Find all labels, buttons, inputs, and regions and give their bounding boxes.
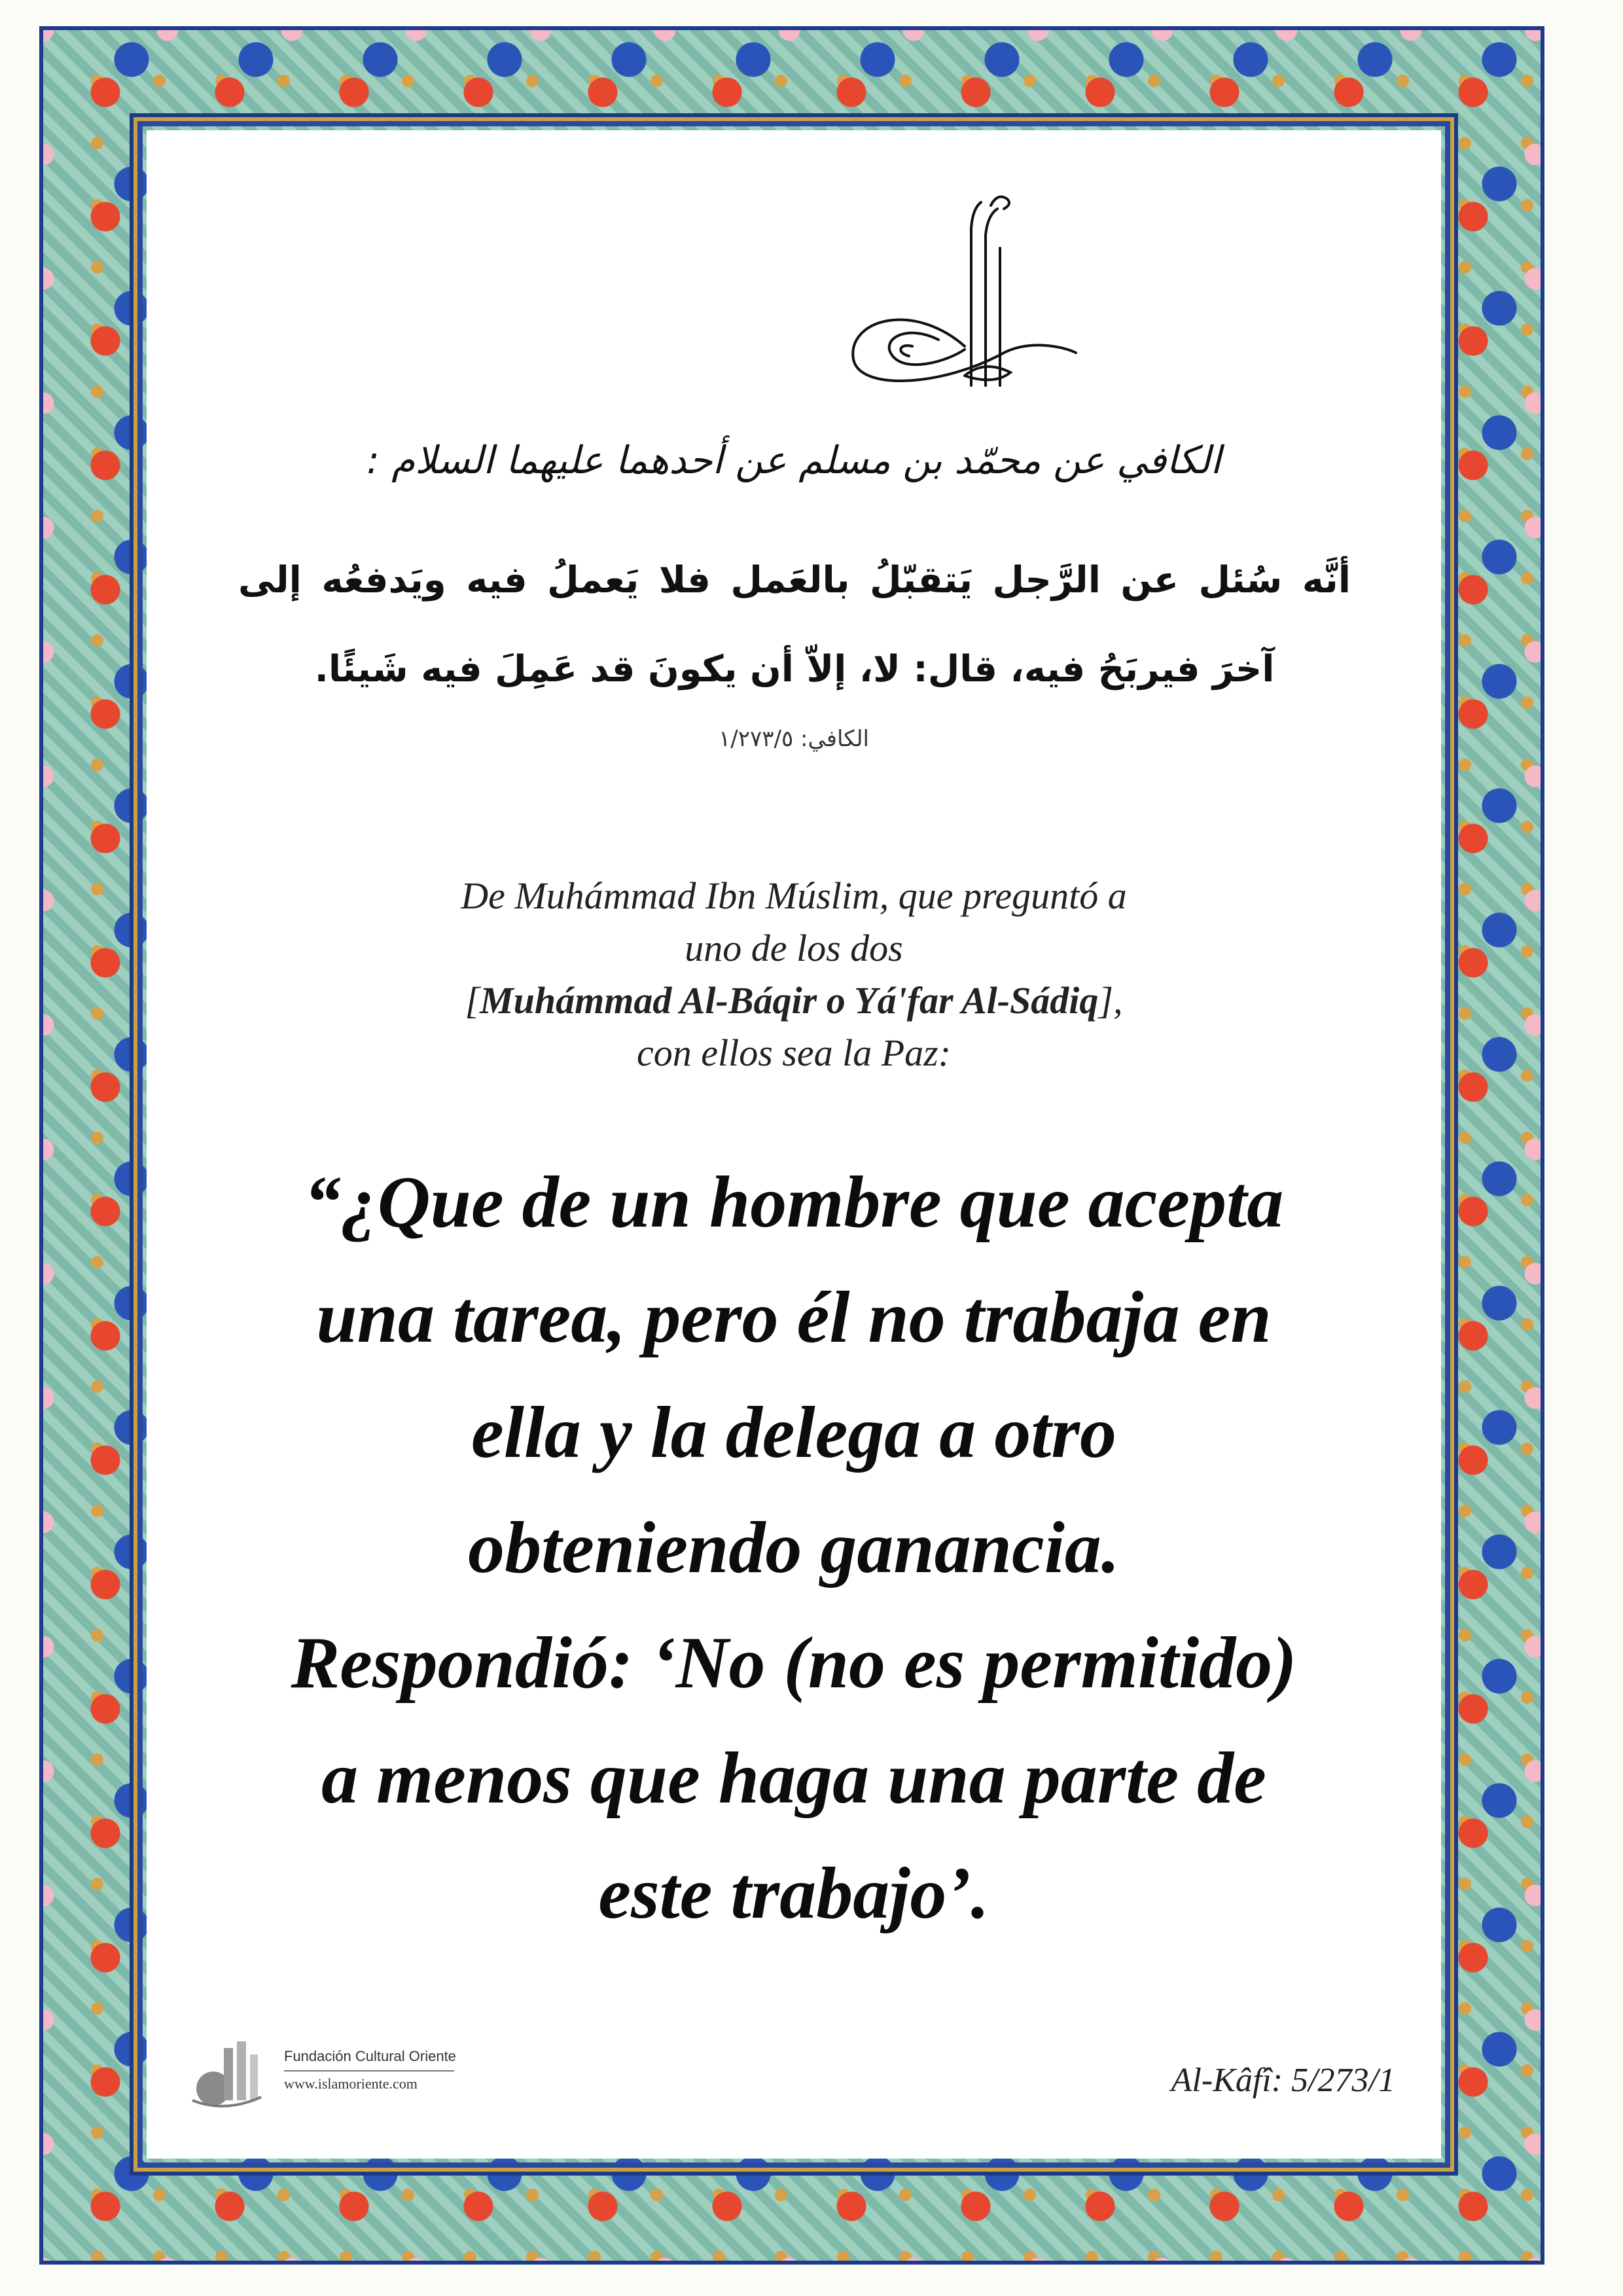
content-panel [147, 130, 1441, 2159]
intro-line [147, 975, 1441, 1027]
arabic-hadith-text: أنَّه سُئل عن الرَّجل يَتقبّلُ بالعَمل فلا يَعملُ فيه ويَدفعُه إلى آخرَ فيربَحُ فيه، قال: لا، إلاّ أن يكونَ قد عَمِلَ فيه شَيئًا. [238, 559, 1351, 691]
bracket-close: ], [1098, 979, 1123, 1022]
foundation-logo [186, 2035, 461, 2113]
source-reference: Al-Kâfî: 5/273/1 [1171, 2062, 1395, 2099]
foundation-name: Fundación Cultural Oriente [284, 2048, 456, 2064]
bracket-open: [ [465, 979, 480, 1022]
quote-line: ella y la delega a otro [471, 1392, 1116, 1473]
bismillah-tughra-icon [834, 189, 1082, 399]
arabic-reference: الكافي: ١/٢٧٣/٥ [718, 726, 869, 752]
intro-line: De Muhámmad Ibn Múslim, que preguntó a [461, 874, 1127, 917]
logo-divider [284, 2070, 454, 2072]
imams-names: Muhámmad Al-Báqir o Yá'far Al-Sádiq [480, 979, 1099, 1022]
spanish-intro [147, 870, 1441, 1079]
quote-line: obteniendo ganancia. [468, 1507, 1120, 1588]
foundation-logo-icon [186, 2035, 264, 2113]
quote-line: a menos que haga una parte de [321, 1738, 1266, 1819]
quote-line: Respondió: ‘No (no es permitido) [291, 1623, 1297, 1704]
quote-line: una tarea, pero él no trabaja en [316, 1277, 1272, 1358]
intro-line: con ellos sea la Paz: [636, 1031, 952, 1074]
intro-line: uno de los dos [685, 927, 903, 969]
arabic-heading: الكافي عن محمّد بن مسلم عن أحدهما عليهما السلام : [366, 438, 1221, 482]
website-url: www.islamoriente.com [284, 2075, 418, 2092]
quote-line: este trabajo’. [598, 1853, 990, 1934]
quote-line: “¿Que de un hombre que acepta [304, 1162, 1284, 1243]
spanish-quote [192, 1145, 1395, 1951]
